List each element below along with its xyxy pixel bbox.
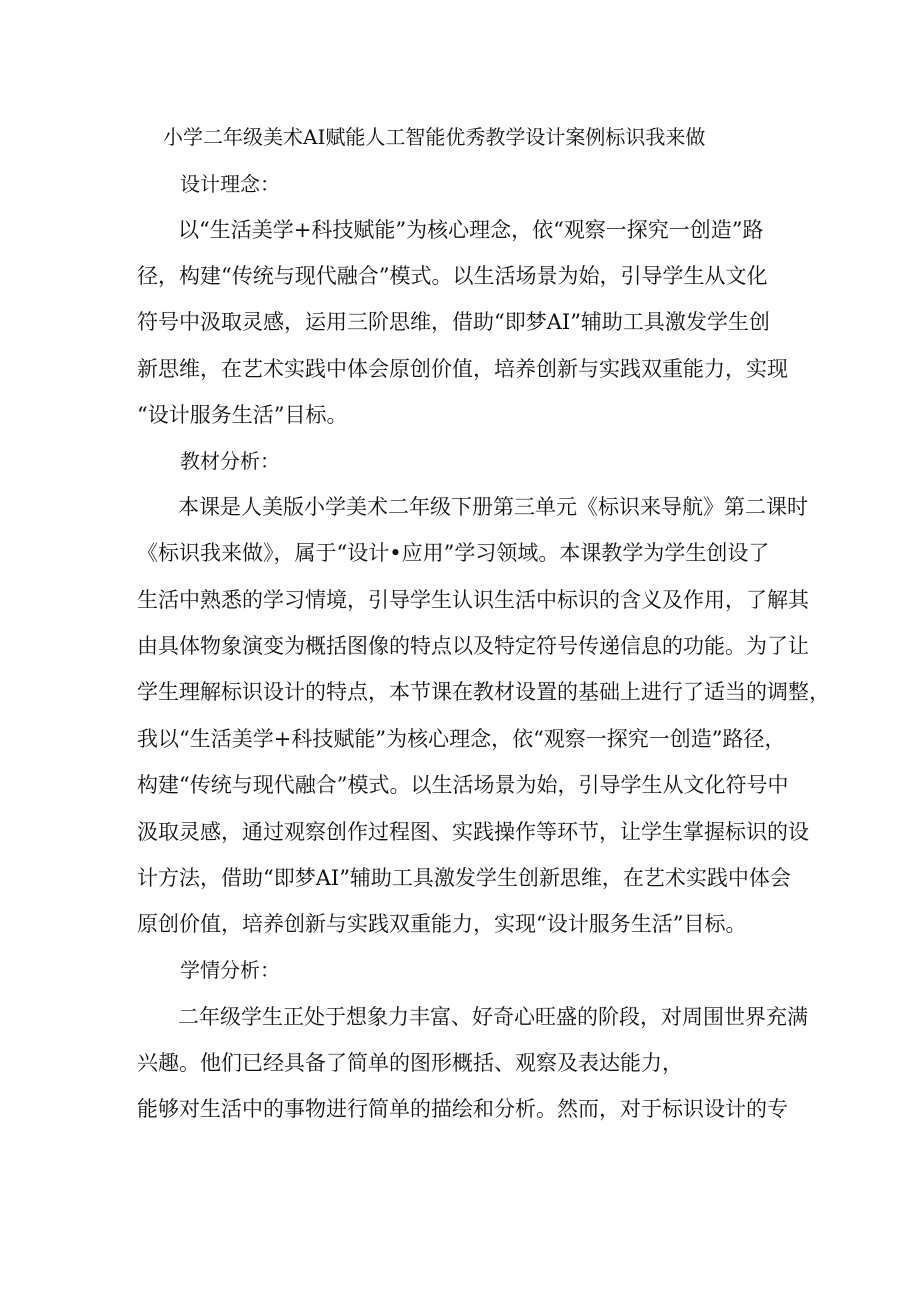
- document-title: 小学二年级美术AI赋能人工智能优秀教学设计案例标识我来做: [163, 125, 706, 149]
- section-heading-design-concept: 设计理念：: [180, 172, 280, 196]
- paragraph-line: 学生理解标识设计的特点，本节课在教材设置的基础上进行了适当的调整，: [137, 680, 830, 704]
- paragraph-line: 二年级学生正处于想象力丰富、好奇心旺盛的阶段，对周围世界充满: [178, 1005, 808, 1029]
- paragraph-line: 我以“生活美学+科技赋能”为核心理念，依“观察一探究一创造”路径，: [137, 727, 786, 751]
- paragraph-line: 符号中汲取灵感，运用三阶思维，借助“即梦AI”辅助工具激发学生创: [137, 310, 770, 334]
- paragraph-line: “设计服务生活”目标。: [137, 403, 348, 427]
- paragraph-line: 径，构建“传统与现代融合”模式。以生活场景为始，引导学生从文化: [137, 264, 768, 288]
- paragraph-line: 构建“传统与现代融合”模式。以生活场景为始，引导学生从文化符号中: [137, 773, 789, 797]
- paragraph-line: 本课是人美版小学美术二年级下册第三单元《标识来导航》第二课时: [178, 495, 808, 519]
- section-heading-student-analysis: 学情分析：: [180, 958, 280, 982]
- paragraph-line: 原创价值，培养创新与实践双重能力，实现“设计服务生活”目标。: [137, 912, 747, 936]
- paragraph-line: 生活中熟悉的学习情境，引导学生认识生活中标识的含义及作用，了解其: [137, 588, 809, 612]
- paragraph-line: 《标识我来做》，属于“设计•应用”学习领域。本课教学为学生创设了: [137, 541, 770, 565]
- paragraph-line: 能够对生活中的事物进行简单的描绘和分析。然而，对于标识设计的专: [137, 1097, 788, 1121]
- paragraph-line: 由具体物象演变为概括图像的特点以及特定符号传递信息的功能。为了让: [137, 634, 809, 658]
- section-heading-textbook-analysis: 教材分析：: [180, 449, 280, 473]
- paragraph-line: 兴趣。他们已经具备了简单的图形概括、观察及表达能力，: [137, 1051, 683, 1075]
- paragraph-line: 以“生活美学+科技赋能”为核心理念，依“观察一探究一创造”路: [178, 218, 764, 242]
- paragraph-line: 计方法，借助“即梦AI”辅助工具激发学生创新思维，在艺术实践中体会: [137, 866, 791, 890]
- paragraph-line: 汲取灵感，通过观察创作过程图、实践操作等环节，让学生掌握标识的设: [137, 820, 809, 844]
- paragraph-line: 新思维，在艺术实践中体会原创价值，培养创新与实践双重能力，实现: [137, 357, 788, 381]
